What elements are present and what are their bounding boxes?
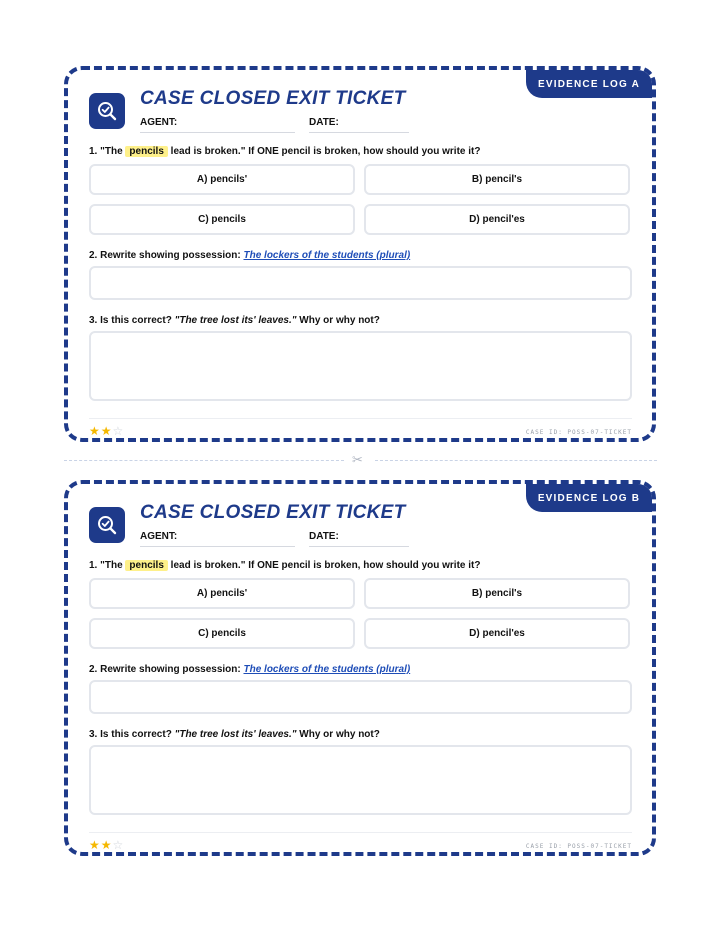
date-field[interactable]: [309, 546, 409, 547]
question-3-suffix: Why or why not?: [299, 315, 380, 326]
agent-field[interactable]: [140, 132, 295, 133]
agent-field[interactable]: [140, 546, 295, 547]
star-rating: [89, 424, 124, 438]
scissors-icon: ✂: [352, 452, 363, 467]
answer-2-input[interactable]: [89, 680, 632, 714]
case-id: CASE ID: POSS-07-TICKET: [525, 429, 632, 436]
question-1-suffix: lead is broken." If ONE pencil is broken, how should you write it?: [170, 146, 481, 157]
option-b-button[interactable]: B) pencil's: [364, 164, 630, 195]
ticket-title: CASE CLOSED EXIT TICKET: [140, 88, 406, 109]
answer-3-input[interactable]: [89, 331, 632, 401]
ticket-title: CASE CLOSED EXIT TICKET: [140, 502, 406, 523]
date-field[interactable]: [309, 132, 409, 133]
answer-2-input[interactable]: [89, 266, 632, 300]
exit-ticket-b: [64, 480, 656, 856]
question-1: [89, 560, 480, 571]
question-1-suffix: lead is broken." If ONE pencil is broken, how should you write it?: [170, 560, 481, 571]
question-3-prefix: 3. Is this correct?: [89, 729, 172, 740]
footer-divider: [89, 832, 632, 833]
question-2-prefix: 2. Rewrite showing possession:: [89, 250, 241, 261]
question-1-prefix: 1. "The: [89, 560, 123, 571]
question-3: [89, 729, 380, 740]
highlighted-word: pencils: [125, 146, 167, 157]
case-id: CASE ID: POSS-07-TICKET: [525, 843, 632, 850]
question-3-suffix: Why or why not?: [299, 729, 380, 740]
agent-label: AGENT:: [140, 117, 178, 128]
option-c-button[interactable]: C) pencils: [89, 618, 355, 649]
star-icon: ☆: [112, 424, 125, 438]
star-icon: ☆: [112, 838, 125, 852]
option-b-button[interactable]: B) pencil's: [364, 578, 630, 609]
star-icon: ★: [89, 424, 101, 438]
exit-ticket-a: [64, 66, 656, 442]
option-d-button[interactable]: D) pencil'es: [364, 204, 630, 235]
agent-label: AGENT:: [140, 531, 178, 542]
star-icon: ★: [100, 424, 113, 438]
question-2-prefix: 2. Rewrite showing possession:: [89, 664, 241, 675]
question-2-phrase: The lockers of the students (plural): [243, 250, 411, 261]
highlighted-word: pencils: [125, 560, 167, 571]
question-2: [89, 250, 410, 261]
question-2: [89, 664, 410, 675]
magnify-check-icon: [89, 93, 125, 129]
evidence-log-tab: EVIDENCE LOG A: [526, 70, 652, 98]
cut-line-right: [375, 460, 657, 461]
question-3-quote: "The tree lost its' leaves.": [174, 315, 297, 326]
footer-divider: [89, 418, 632, 419]
question-2-phrase: The lockers of the students (plural): [243, 664, 411, 675]
magnify-check-icon: [89, 507, 125, 543]
option-d-button[interactable]: D) pencil'es: [364, 618, 630, 649]
answer-3-input[interactable]: [89, 745, 632, 815]
cut-line-left: [64, 460, 344, 461]
question-3-prefix: 3. Is this correct?: [89, 315, 172, 326]
question-1: [89, 146, 480, 157]
star-icon: ★: [100, 838, 113, 852]
star-rating: [89, 838, 124, 852]
date-label: DATE:: [309, 531, 339, 542]
question-3-quote: "The tree lost its' leaves.": [174, 729, 297, 740]
evidence-log-tab: EVIDENCE LOG B: [526, 484, 652, 512]
question-3: [89, 315, 380, 326]
option-c-button[interactable]: C) pencils: [89, 204, 355, 235]
question-1-prefix: 1. "The: [89, 146, 123, 157]
date-label: DATE:: [309, 117, 339, 128]
option-a-button[interactable]: A) pencils': [89, 164, 355, 195]
option-a-button[interactable]: A) pencils': [89, 578, 355, 609]
star-icon: ★: [89, 838, 101, 852]
